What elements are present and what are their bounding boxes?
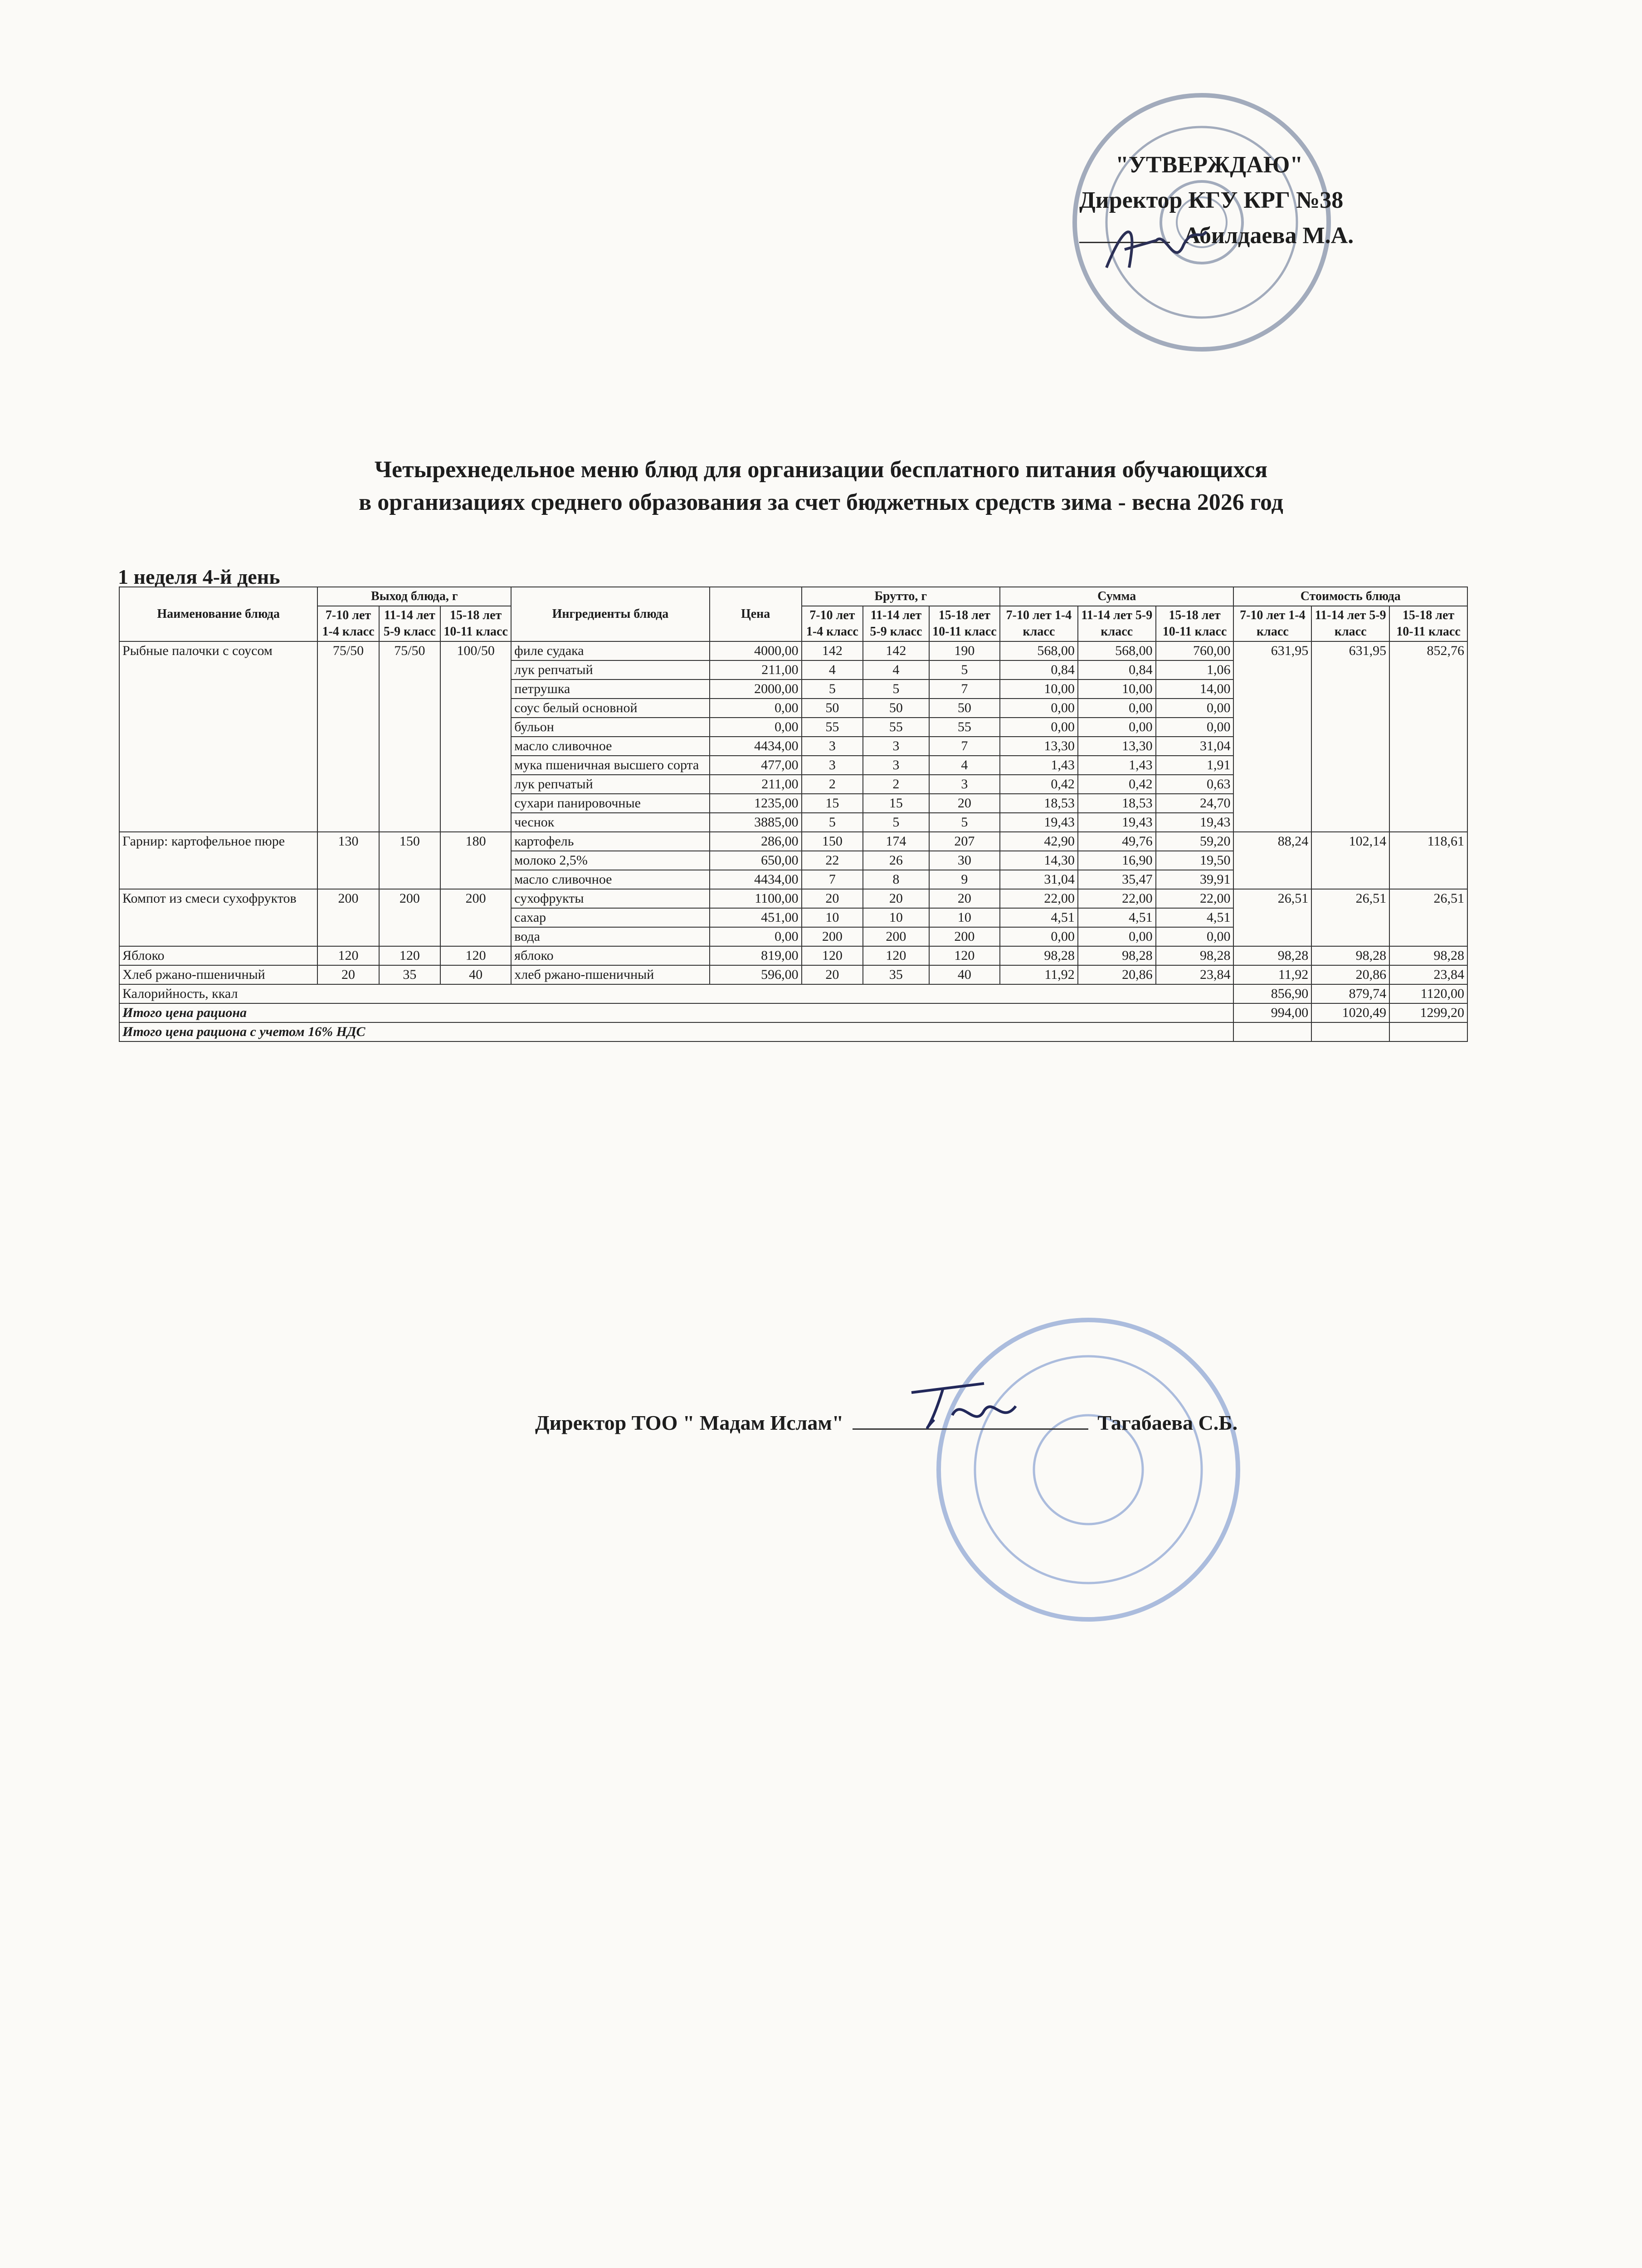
sum-value: 22,00 [1156,889,1234,908]
brutto-value: 20 [929,889,1000,908]
sum-value: 16,90 [1078,851,1156,870]
brutto-value: 40 [929,965,1000,984]
brutto-value: 3 [863,737,929,756]
header-age: 11-14 лет 5-9 класс [1078,606,1156,641]
brutto-value: 2 [802,775,863,794]
totals-value: 1020,49 [1311,1003,1389,1022]
sum-value: 18,53 [1078,794,1156,813]
header-age: 11-14 лет 5-9 класс [1311,606,1389,641]
sum-value: 98,28 [1156,946,1234,965]
ingredient-name: филе судака [511,641,709,660]
sum-value: 0,63 [1156,775,1234,794]
totals-row [119,1003,1467,1022]
ingredient-price: 477,00 [710,756,802,775]
table-row [119,965,1467,984]
dish-output: 200 [317,889,379,946]
dish-cost: 98,28 [1311,946,1389,965]
ingredient-price: 0,00 [710,927,802,946]
ingredient-price: 211,00 [710,660,802,679]
sum-value: 13,30 [1000,737,1078,756]
sum-value: 568,00 [1078,641,1156,660]
sum-value: 42,90 [1000,832,1078,851]
header-age: 7-10 лет 1-4 класс [317,606,379,641]
brutto-value: 7 [802,870,863,889]
sum-value: 11,92 [1000,965,1078,984]
header-age: 7-10 лет 1-4 класс [1233,606,1311,641]
totals-body [119,984,1467,1041]
totals-row [119,1022,1467,1041]
ingredient-price: 650,00 [710,851,802,870]
brutto-value: 120 [863,946,929,965]
sum-value: 0,84 [1078,660,1156,679]
sum-value: 0,42 [1000,775,1078,794]
dish-cost: 26,51 [1389,889,1467,946]
ingredient-price: 4000,00 [710,641,802,660]
brutto-value: 200 [863,927,929,946]
dish-output: 120 [379,946,440,965]
dish-cost: 118,61 [1389,832,1467,889]
sum-value: 10,00 [1000,679,1078,699]
footer-name: Тагабаева С.Б. [1097,1411,1238,1434]
brutto-value: 15 [863,794,929,813]
sum-value: 19,43 [1156,813,1234,832]
header-cost: Стоимость блюда [1233,587,1467,606]
header-brutto: Брутто, г [802,587,1000,606]
table-row [119,946,1467,965]
ingredient-name: бульон [511,718,709,737]
dish-output: 130 [317,832,379,889]
approver-signature [1097,213,1215,281]
sum-value: 0,00 [1000,699,1078,718]
ingredient-price: 0,00 [710,718,802,737]
ingredient-name: картофель [511,832,709,851]
week-label: 1 неделя 4-й день [118,565,280,588]
header-dish: Наименование блюда [119,587,317,641]
ingredient-name: яблоко [511,946,709,965]
brutto-value: 5 [929,660,1000,679]
totals-value [1233,1022,1311,1041]
ingredient-price: 2000,00 [710,679,802,699]
title-line-2: в организациях среднего образования за счет бюджетных средств зима - весна 2026 год [359,489,1283,515]
sum-value: 98,28 [1078,946,1156,965]
brutto-value: 150 [802,832,863,851]
dish-output: 40 [440,965,511,984]
brutto-value: 55 [802,718,863,737]
dish-output: 180 [440,832,511,889]
supplier-signature [902,1365,1029,1442]
brutto-value: 5 [802,679,863,699]
totals-value: 994,00 [1233,1003,1311,1022]
dish-cost: 98,28 [1233,946,1311,965]
sum-value: 22,00 [1000,889,1078,908]
header-age: 15-18 лет 10-11 класс [440,606,511,641]
sum-value: 13,30 [1078,737,1156,756]
brutto-value: 5 [929,813,1000,832]
ingredient-name: лук репчатый [511,775,709,794]
sum-value: 568,00 [1000,641,1078,660]
dish-name: Хлеб ржано-пшеничный [119,965,317,984]
header-age: 11-14 лет 5-9 класс [379,606,440,641]
title-line-1: Четырехнедельное меню блюд для организации бесплатного питания обучающихся [374,457,1268,483]
brutto-value: 50 [802,699,863,718]
sum-value: 0,00 [1078,718,1156,737]
sum-value: 10,00 [1078,679,1156,699]
brutto-value: 3 [863,756,929,775]
dish-cost: 20,86 [1311,965,1389,984]
sum-value: 98,28 [1000,946,1078,965]
totals-value: 856,90 [1233,984,1311,1003]
brutto-value: 142 [802,641,863,660]
dish-output: 35 [379,965,440,984]
sum-value: 19,43 [1078,813,1156,832]
dish-output: 100/50 [440,641,511,832]
dish-cost: 98,28 [1389,946,1467,965]
brutto-value: 20 [802,965,863,984]
totals-label: Итого цена рациона [119,1003,1233,1022]
ingredient-price: 286,00 [710,832,802,851]
brutto-value: 50 [863,699,929,718]
brutto-value: 10 [863,908,929,927]
sum-value: 1,43 [1078,756,1156,775]
ingredient-name: сахар [511,908,709,927]
menu-body [119,641,1467,984]
dish-cost: 88,24 [1233,832,1311,889]
ingredient-name: вода [511,927,709,946]
brutto-value: 22 [802,851,863,870]
sum-value: 0,00 [1000,927,1078,946]
brutto-value: 142 [863,641,929,660]
dish-cost: 23,84 [1389,965,1467,984]
totals-value: 1299,20 [1389,1003,1467,1022]
sum-value: 0,00 [1156,718,1234,737]
dish-cost: 631,95 [1233,641,1311,832]
sum-value: 14,00 [1156,679,1234,699]
ingredient-price: 3885,00 [710,813,802,832]
dish-output: 120 [440,946,511,965]
sum-value: 0,00 [1156,699,1234,718]
dish-output: 200 [440,889,511,946]
ingredient-price: 4434,00 [710,737,802,756]
brutto-value: 20 [929,794,1000,813]
sum-value: 4,51 [1156,908,1234,927]
table-row [119,832,1467,851]
dish-cost: 26,51 [1233,889,1311,946]
brutto-value: 5 [863,679,929,699]
brutto-value: 10 [802,908,863,927]
dish-cost: 631,95 [1311,641,1389,832]
sum-value: 0,84 [1000,660,1078,679]
header-age: 15-18 лет 10-11 класс [1389,606,1467,641]
sum-value: 59,20 [1156,832,1234,851]
sum-value: 14,30 [1000,851,1078,870]
brutto-value: 15 [802,794,863,813]
brutto-value: 26 [863,851,929,870]
approval-heading: "УТВЕРЖДАЮ" [1116,152,1303,178]
brutto-value: 5 [863,813,929,832]
brutto-value: 10 [929,908,1000,927]
brutto-value: 7 [929,737,1000,756]
header-output: Выход блюда, г [317,587,511,606]
ingredient-name: петрушка [511,679,709,699]
header-price: Цена [710,587,802,641]
brutto-value: 190 [929,641,1000,660]
brutto-value: 120 [929,946,1000,965]
ingredient-name: чеснок [511,813,709,832]
brutto-value: 3 [802,737,863,756]
document-title [0,454,1642,519]
sum-value: 760,00 [1156,641,1234,660]
sum-value: 1,06 [1156,660,1234,679]
sum-value: 23,84 [1156,965,1234,984]
brutto-value: 3 [929,775,1000,794]
dish-output: 75/50 [317,641,379,832]
header-age: 11-14 лет 5-9 класс [863,606,929,641]
ingredient-price: 819,00 [710,946,802,965]
brutto-value: 55 [863,718,929,737]
totals-value [1311,1022,1389,1041]
ingredient-name: молоко 2,5% [511,851,709,870]
brutto-value: 9 [929,870,1000,889]
ingredient-price: 1235,00 [710,794,802,813]
ingredient-price: 1100,00 [710,889,802,908]
approval-name: Абилдаева М.А. [1184,223,1354,249]
header-age: 7-10 лет 1-4 класс [802,606,863,641]
brutto-value: 30 [929,851,1000,870]
sum-value: 4,51 [1000,908,1078,927]
sum-value: 1,91 [1156,756,1234,775]
ingredient-price: 4434,00 [710,870,802,889]
dish-name: Рыбные палочки с соусом [119,641,317,832]
header-sum: Сумма [1000,587,1233,606]
brutto-value: 8 [863,870,929,889]
brutto-value: 7 [929,679,1000,699]
sum-value: 20,86 [1078,965,1156,984]
sum-value: 35,47 [1078,870,1156,889]
ingredient-price: 596,00 [710,965,802,984]
brutto-value: 35 [863,965,929,984]
totals-value: 879,74 [1311,984,1389,1003]
dish-output: 200 [379,889,440,946]
ingredient-name: сухари панировочные [511,794,709,813]
sum-value: 24,70 [1156,794,1234,813]
totals-label: Итого цена рациона с учетом 16% НДС [119,1022,1233,1041]
approval-position: Директор КГУ КРГ №38 [1079,187,1344,213]
brutto-value: 5 [802,813,863,832]
sum-value: 18,53 [1000,794,1078,813]
brutto-value: 50 [929,699,1000,718]
table-row [119,641,1467,660]
sum-value: 31,04 [1000,870,1078,889]
ingredient-name: сухофрукты [511,889,709,908]
sum-value: 0,00 [1078,699,1156,718]
header-age: 7-10 лет 1-4 класс [1000,606,1078,641]
dish-output: 75/50 [379,641,440,832]
sum-value: 39,91 [1156,870,1234,889]
sum-value: 4,51 [1078,908,1156,927]
dish-cost: 852,76 [1389,641,1467,832]
brutto-value: 207 [929,832,1000,851]
brutto-value: 4 [802,660,863,679]
sum-value: 0,00 [1000,718,1078,737]
table-row [119,889,1467,908]
sum-value: 1,43 [1000,756,1078,775]
brutto-value: 4 [863,660,929,679]
header-ingredients: Ингредиенты блюда [511,587,709,641]
footer-position: Директор ТОО " Мадам Ислам" [535,1411,844,1434]
dish-cost: 102,14 [1311,832,1389,889]
dish-name: Гарнир: картофельное пюре [119,832,317,889]
ingredient-price: 0,00 [710,699,802,718]
sum-value: 31,04 [1156,737,1234,756]
ingredient-price: 211,00 [710,775,802,794]
sum-value: 19,50 [1156,851,1234,870]
brutto-value: 20 [802,889,863,908]
header-age: 15-18 лет 10-11 класс [929,606,1000,641]
brutto-value: 120 [802,946,863,965]
dish-cost: 26,51 [1311,889,1389,946]
brutto-value: 174 [863,832,929,851]
ingredient-name: масло сливочное [511,870,709,889]
footer-signature-block [535,1411,1238,1435]
ingredient-name: лук репчатый [511,660,709,679]
brutto-value: 4 [929,756,1000,775]
ingredient-price: 451,00 [710,908,802,927]
dish-output: 20 [317,965,379,984]
ingredient-name: мука пшеничная высшего сорта [511,756,709,775]
brutto-value: 200 [802,927,863,946]
ingredient-name: масло сливочное [511,737,709,756]
totals-value: 1120,00 [1389,984,1467,1003]
sum-value: 49,76 [1078,832,1156,851]
dish-name: Яблоко [119,946,317,965]
dish-name: Компот из смеси сухофруктов [119,889,317,946]
brutto-value: 200 [929,927,1000,946]
dish-output: 150 [379,832,440,889]
menu-table [119,587,1468,1042]
sum-value: 0,00 [1156,927,1234,946]
sum-value: 19,43 [1000,813,1078,832]
brutto-value: 2 [863,775,929,794]
brutto-value: 55 [929,718,1000,737]
ingredient-name: соус белый основной [511,699,709,718]
totals-label: Калорийность, ккал [119,984,1233,1003]
sum-value: 22,00 [1078,889,1156,908]
sum-value: 0,42 [1078,775,1156,794]
totals-row [119,984,1467,1003]
brutto-value: 20 [863,889,929,908]
ingredient-name: хлеб ржано-пшеничный [511,965,709,984]
header-age: 15-18 лет 10-11 класс [1156,606,1234,641]
dish-output: 120 [317,946,379,965]
totals-value [1389,1022,1467,1041]
supplier-stamp [925,1306,1252,1633]
sum-value: 0,00 [1078,927,1156,946]
dish-cost: 11,92 [1233,965,1311,984]
brutto-value: 3 [802,756,863,775]
